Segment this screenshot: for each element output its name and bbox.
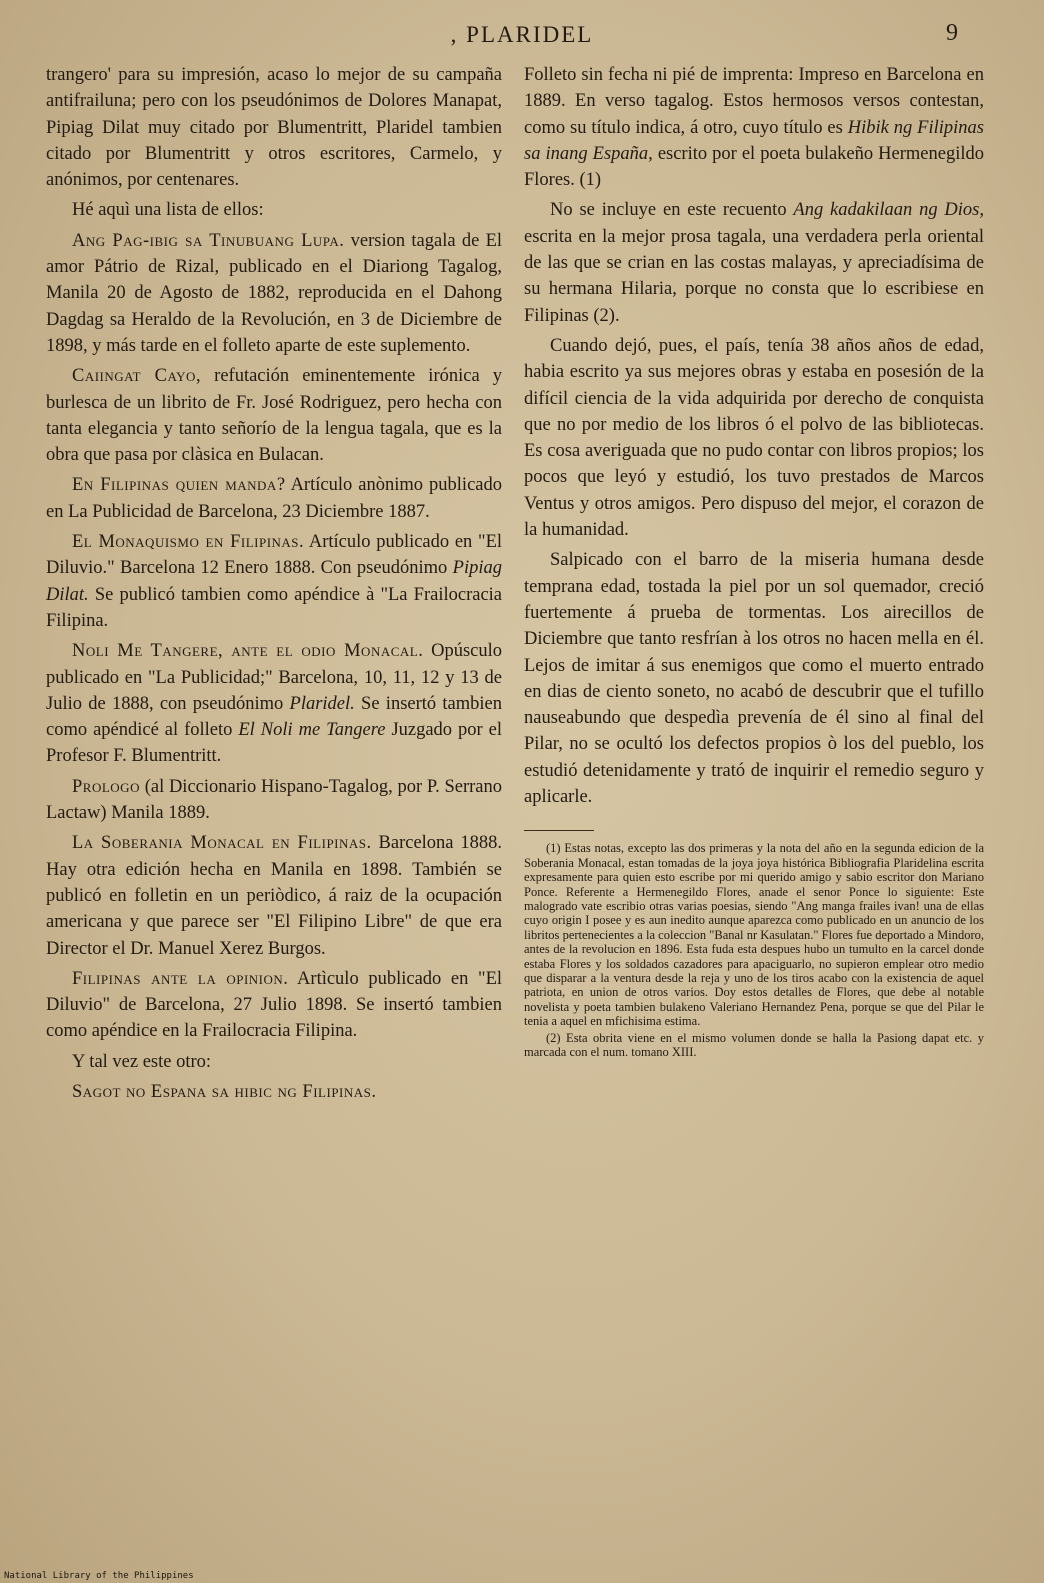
entry-title: En Filipinas quien manda? [72, 475, 286, 496]
entry-text: Artículo anònimo publicado en La Publicidad de Barcelona, 23 Diciembre 1887. [46, 475, 502, 522]
entry-title: Sagot no Espana sa hibic ng Filipinas. [72, 1081, 377, 1102]
entry-italic: Pipiag Dilat. [46, 558, 502, 605]
bibliography-entry [46, 966, 502, 1045]
right-column [524, 62, 984, 1061]
bibliography-entry [46, 228, 502, 359]
entry-title: Filipinas ante la opinion. [72, 968, 289, 989]
entry-text: Artículo publicado en "El Diluvio." Barcelona 12 Enero 1888. Con pseudónimo [46, 532, 503, 579]
bibliography-entry [46, 472, 502, 525]
entry-text: Barcelona 1888. Hay otra edición hecha en Manila en 1898. También se publicó en folletin en un periòdico, á raiz de la ocupación americana y que parece ser "El Filipino Libre" de que era Director el Dr. Manuel Xerez Burgos. [46, 833, 502, 959]
paragraph: Salpicado con el barro de la miseria humana desde temprana edad, tostada la piel por un sol quemador, creció fuertemente á prueba de tormentas. Los airecillos de Diciembre que tanto resfrían à los otros no hacen mella en él. Lejos de imitar á sus enemigos que como el muerto entrado en dias de ciento soneto, no acabó de descubrir que el tufillo nauseabundo que despedìa prevenía de él sino al final del Pilar, no se ocultó los defectos propios ò los del pueblo, los estudió detenidamente y trató de inquirir el remedio seguro y aplicarle. [524, 550, 984, 808]
entry-text: Opúsculo publicado en "La Publicidad;" Barcelona, 10, 11, 12 y 13 de Julio de 1888, con pseudónimo [46, 641, 502, 714]
page-number: 9 [946, 20, 958, 46]
paragraph: Cuando dejó, pues, el país, tenía 38 años años de edad, habia escrito ya sus mejores obras y estaba en posesión de la difícil ciencia de la vida adquirida por derecho de conquista que no por medio de los libros ó el polvo de las bibliotecas. Es cosa averiguada que no pudo contar con libros propios; los pocos que leyó y estudió, los tuvo prestados de Marcos Ventus y otros amigos. Pero dispuso del mejor, el corazon de la humanidad. [524, 335, 984, 541]
entry-title: La Soberania Monacal en Filipinas. [72, 833, 372, 854]
paragraph-text: Folleto sin fecha ni pié de imprenta: Impreso en Barcelona en 1889. En verso tagalog. Estos hermosos versos contestan, como su título indica, á otro, cuyo título es [524, 65, 984, 138]
paragraph: trangero' para su impresión, acaso lo mejor de su campaña antifrailuna; pero con los pseudónimos de Dolores Manapat, Pipiag Dilat muy citado por Blumentritt, Plaridel tambien citado por Blumentritt y otros escritores, Carmelo, y anónimos, por centenares. [46, 65, 502, 191]
entry-italic: Ang kadakilaan ng Dios, [793, 200, 985, 221]
paragraph: Hé aquì una lista de ellos: [72, 200, 264, 221]
paragraph: Y tal vez este otro: [72, 1051, 212, 1072]
paragraph [524, 197, 984, 328]
footnote: (2) Esta obrita viene en el mismo volumen donde se halla la Pasiong dapat etc. y marcada con el num. tomano XIII. [524, 1030, 984, 1059]
paragraph [524, 62, 984, 193]
page-header [0, 18, 1044, 58]
paragraph-text: No se incluye en este recuento [550, 200, 787, 221]
left-column [46, 62, 502, 1109]
bibliography-entry [46, 529, 502, 634]
entry-title: El Monaquismo en Filipinas. [72, 532, 305, 553]
entry-title: Caiingat Cayo, [72, 366, 202, 387]
running-title: , PLARIDEL [450, 22, 594, 47]
entry-text: Se insertó tambien como apéndicé al folleto [46, 693, 503, 741]
entry-text: version tagala de El amor Pátrio de Rizal, publicado en el Diariong Tagalog, Manila 20 de Agosto de 1882, reproducida en el Dahong Dagdag sa Heraldo de la Revolución, en 3 de Diciembre de 1898, y más tarde en el folleto aparte de este suplemento. [46, 230, 503, 356]
entry-italic: Plaridel. [289, 693, 355, 714]
entry-text: (al Diccionario Hispano-Tagalog, por P. Serrano Lactaw) Manila 1889. [46, 776, 502, 824]
entry-text: Se publicó tambien como apéndice à "La Frailocracia Filipina. [46, 584, 503, 631]
entry-italic: El Noli me Tangere [238, 720, 386, 741]
bibliography-entry [46, 774, 502, 827]
entry-title: Prologo [72, 776, 140, 797]
footnotes [524, 841, 984, 1059]
paragraph-text: escrito por el poeta bulakeño Hermenegildo Flores. (1) [524, 143, 984, 191]
paragraph-text: escrita en la mejor prosa tagala, una verdadera perla oriental de las que se crian en las costas malayas, y apreciadísima de su hermana Hilaria, porque no consta que lo escribiese en Filipinas (2). [524, 226, 984, 326]
entry-italic: Hibik ng Filipinas sa inang España, [524, 117, 984, 164]
entry-text: Juzgado por el Profesor F. Blumentritt. [46, 720, 503, 767]
library-credit: National Library of the Philippines [4, 1571, 194, 1581]
bibliography-entry [46, 638, 502, 769]
entry-title: Noli Me Tangere, ante el odio Monacal. [72, 641, 424, 662]
bibliography-entry [46, 363, 502, 468]
entry-text: refutación eminentemente irónica y burlesca de un librito de Fr. José Rodriguez, pero hecha con tanta elegancia y tanto señorío de la lengua tagala, que es la obra que pasa por clàsica en Bulacan. [46, 366, 502, 466]
entry-text: Artìculo publicado en "El Diluvio" de Barcelona, 27 Julio 1898. Se insertó tambien como apéndice en la Frailocracia Filipina. [46, 968, 503, 1042]
bibliography-entry [46, 830, 502, 961]
entry-title: Ang Pag-ibig sa Tinubuang Lupa. [72, 230, 345, 251]
footnote-divider [524, 830, 594, 831]
footnote: (1) Estas notas, excepto las dos primeras y la nota del año en la segunda edicion de la Soberania Monacal, estan tomadas de la joya joya histórica Bibliografia Plaridelina escrita expresamente para quien esto escribe por mi querido amigo y sabio escritor don Mariano Ponce. Referente a Hermenegildo Flores, anade el senor Ponce lo siguiente: Este malogrado vate escribio otras varias poesias, siendo "Ang manga frailes ivan! una de ellas cuyo origin I posee y es aun inedito aunque aparezca como publicado en un anuncio de los libritos pertenecientes a la coleccion "Banal nr Kasulatan." Flores fue deportado a Mindoro, antes de la revolucion en 1896. Esta fuda esta despues hubo un tumulto en la carcel donde estaba Flores y los soldados cazadores para apaciguarlo, no supieron emplear otro medio que disparar a la ventura desde la reja y uno de los tiros acabo con la existencia de aquel patriota, en union de otros varios. Doy estos detalles de Flores, que debe al notable novelista y poeta tambien bulakeno Valeriano Hernandez Pena, porque se que del Pilar le tenia a aquel en mfichisima estima. [524, 841, 984, 1029]
